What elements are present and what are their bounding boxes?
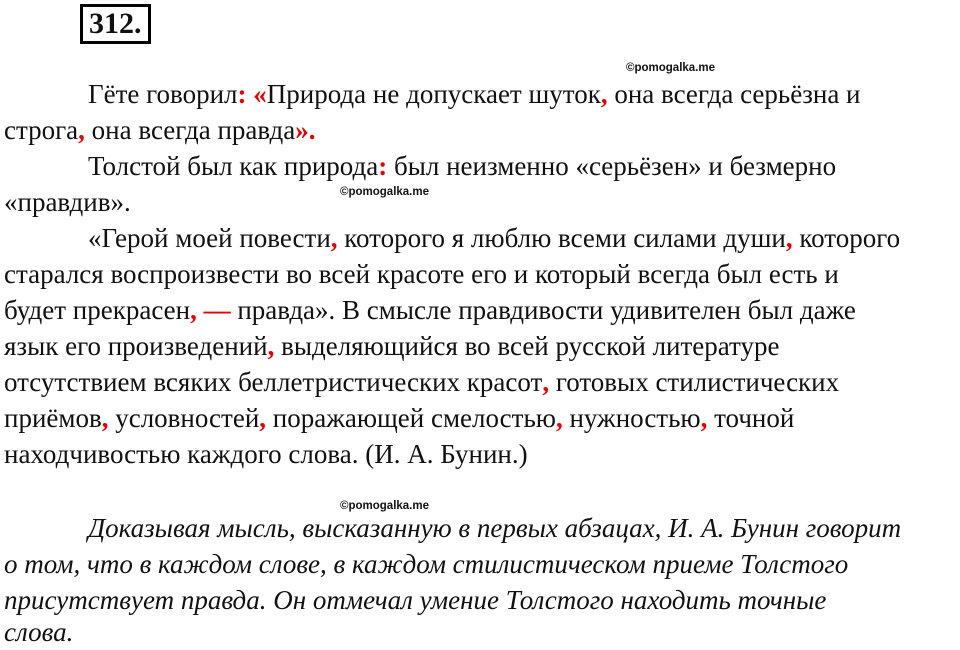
watermark: ©pomogalka.me: [340, 186, 429, 198]
answer-line: Доказывая мысль, высказанную в первых абзацах, И. А. Бунин говорит: [88, 513, 902, 543]
text-line: [4, 256, 839, 292]
punctuation-mark: :: [378, 151, 388, 181]
text-line: [4, 184, 131, 220]
text-segment: выделяющийся во всей русской литературе: [274, 331, 780, 361]
text-line: [88, 76, 861, 112]
punctuation-mark: ,: [330, 223, 338, 253]
text-segment: был неизменно «серьёзен» и безмерно: [387, 151, 837, 181]
text-segment: старался воспроизвести во всей красоте его и который всегда был есть и: [4, 259, 839, 289]
punctuation-mark: ,: [101, 403, 109, 433]
punctuation-mark: ,: [600, 79, 608, 109]
watermark: ©pomogalka.me: [340, 500, 429, 512]
text-line: [4, 328, 780, 364]
punctuation-mark: ».: [295, 115, 316, 145]
text-segment: готовых стилистических: [549, 367, 840, 397]
punctuation-mark: ,: [542, 367, 550, 397]
text-line: [4, 400, 794, 436]
text-segment: правда». В смысле правдивости удивителен был даже: [230, 295, 856, 325]
text-segment: Гёте говорил: [88, 79, 238, 109]
exercise-number: 312.: [80, 4, 151, 44]
text-segment: она всегда серьёзна и: [607, 79, 861, 109]
text-segment: она всегда правда: [84, 115, 296, 145]
punctuation-mark: ,: [78, 115, 85, 145]
text-segment: Толстой был как природа: [88, 151, 379, 181]
text-segment: нужностью: [562, 403, 701, 433]
punctuation-mark: :: [237, 79, 247, 109]
answer-line: слова.: [4, 617, 74, 647]
text-segment: будет прекрасен: [4, 295, 191, 325]
text-segment: находчивостью каждого слова. (И. А. Бунин.): [4, 439, 528, 469]
punctuation-mark: , —: [190, 295, 231, 325]
text-line: [88, 220, 900, 256]
text-segment: поражающей смелостью: [266, 403, 556, 433]
punctuation-mark: ,: [785, 223, 793, 253]
text-segment: которого я люблю всеми силами души: [337, 223, 786, 253]
text-segment: условностей: [108, 403, 260, 433]
punctuation-mark: ,: [267, 331, 275, 361]
answer-line: присутствует правда. Он отмечал умение Толстого находить точные: [4, 585, 827, 615]
text-segment: Природа не допускает шуток: [266, 79, 601, 109]
text-line: [4, 364, 839, 400]
text-segment: «правдив».: [4, 187, 131, 217]
punctuation-mark: ,: [700, 403, 708, 433]
text-segment: точной: [707, 403, 795, 433]
text-segment: язык его произведений: [4, 331, 268, 361]
text-segment: строга: [4, 115, 79, 145]
text-line: [4, 436, 528, 472]
text-line: [4, 112, 315, 148]
answer-line: о том, что в каждом слове, в каждом стилистическом приеме Толстого: [4, 549, 849, 579]
text-segment: которого: [792, 223, 901, 253]
text-segment: «Герой моей повести: [88, 223, 331, 253]
text-line: [88, 148, 836, 184]
punctuation-mark: ,: [259, 403, 267, 433]
punctuation-mark: «: [253, 79, 267, 109]
text-segment: приёмов: [4, 403, 102, 433]
punctuation-mark: ,: [555, 403, 563, 433]
text-segment: отсутствием всяких беллетристических красот: [4, 367, 543, 397]
watermark: ©pomogalka.me: [626, 62, 715, 74]
text-line: [4, 292, 856, 328]
